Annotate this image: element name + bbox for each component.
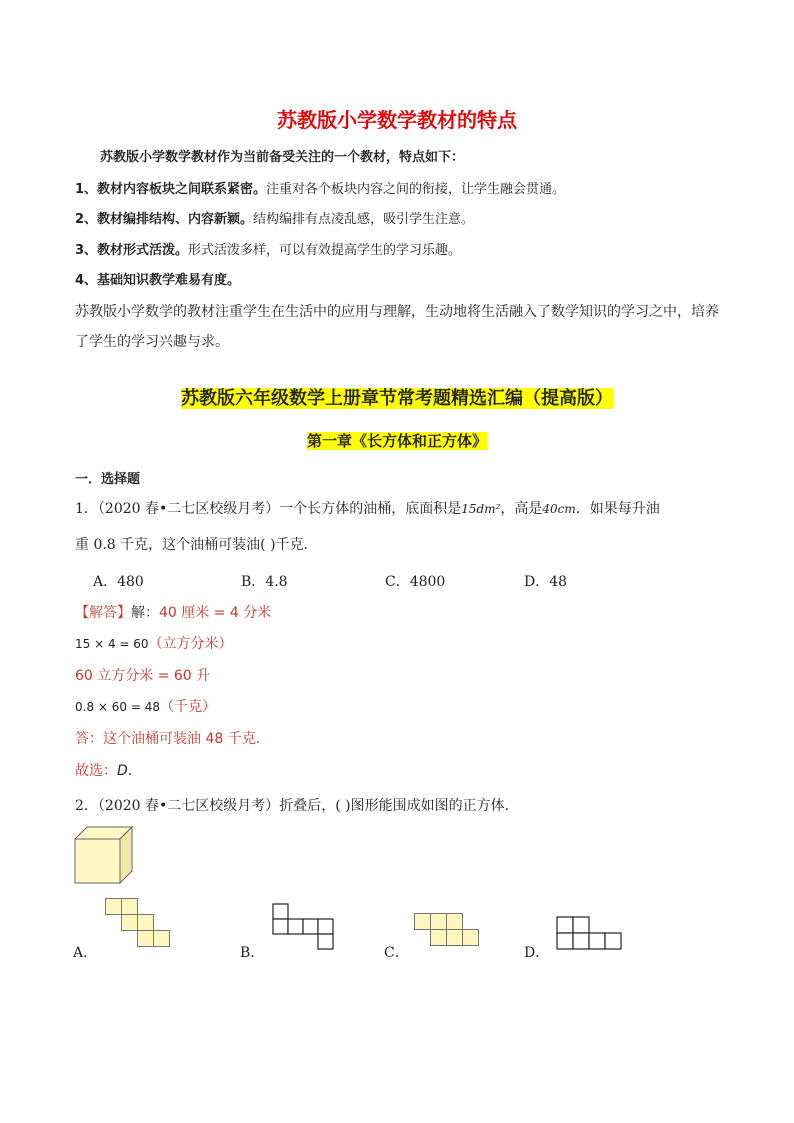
point-1-heading: 1、教材内容板块之间联系紧密。 [75,182,267,197]
point-2-text: 结构编排有点凌乱感，吸引学生注意。 [253,212,475,227]
conclusion-b: 千克． [223,731,270,747]
net-b-cell [318,934,333,949]
answer-line1-a: 解： [131,605,159,621]
choice-c: ． [127,763,142,779]
net-c-cell [447,914,463,930]
intro-lead: 苏教版小学数学教材作为当前备受关注的一个教材，特点如下： [100,150,465,165]
choice-b: D [117,763,128,779]
q1-answer-line4 [75,696,216,716]
q2-label-a: A． [73,945,98,961]
net-b-cell [273,919,288,934]
net-c-cell [415,914,431,930]
intro-closing-line2: 了学生的学习兴趣与求。 [75,334,229,350]
intro-closing-line1: 苏教版小学数学的教材注重学生在生活中的应用与理解，生动地将生活融入了数学知识的学习之中，培养 [75,304,719,320]
q1-option-c: C．4800 [385,574,446,590]
point-1-text: 注重对各个板块内容之间的衔接，让学生融会贯通。 [266,182,566,197]
net-c-cell [431,930,447,946]
q1-line1 [75,498,660,518]
q1-line1-c: ．如果每升油 [575,501,660,517]
conclusion-a: 答：这个油桶可装油 [75,731,206,747]
answer-line4-a: 0.8 × 60 = 48 [75,700,160,714]
q1-area: 15dm² [461,502,501,516]
cube-figure [74,826,134,884]
chapter-title-text: 第一章《长方体和正方体》 [306,432,487,450]
net-d-cell [573,917,589,933]
answer-tag: 【解答】 [75,605,131,621]
net-b [272,903,342,951]
point-2-heading: 2、教材编排结构、内容新颖。 [75,212,254,227]
net-c-cell [463,930,479,946]
conclusion-num: 48 [205,731,224,747]
point-3-text: 形式活泼多样，可以有效提高学生的学习乐趣。 [188,243,462,258]
answer-line2-a: 15 × 4 = 60 [75,637,149,651]
net-a-cell [122,915,138,931]
net-a [105,898,173,950]
answer-line3-a: 60 立方分米 = 60 升 [75,668,211,684]
q1-choice [75,760,142,780]
q1-option-d: D．48 [524,574,568,590]
point-1 [75,178,565,197]
compilation-title [0,384,794,410]
q1-answer-line1 [75,602,271,622]
net-c-cell [431,914,447,930]
net-b-cell [303,919,318,934]
answer-line4-b: （千克） [160,699,216,715]
q1-option-a: A．480 [93,574,144,590]
q1-height: 40cm [542,502,576,516]
net-a-cell [122,899,138,915]
point-4-heading: 4、基础知识教学难易有度。 [75,273,241,288]
point-3-heading: 3、教材形式活泼。 [75,243,189,258]
point-4 [75,269,240,288]
q1-conclusion [75,728,270,748]
net-d-cell [557,933,573,949]
q2-stem: 2．（2020 春•二七区校级月考）折叠后，( )图形能围成如图的正方体． [75,798,519,814]
q1-line1-a: 1．（2020 春•二七区校级月考）一个长方体的油桶，底面积是 [75,501,462,517]
q2-label-d: D． [524,945,550,961]
net-d-cell [605,933,621,949]
net-a-cell [154,931,170,947]
doc-title: 苏教版小学数学教材的特点 [277,108,517,132]
section-heading: 一．选择题 [75,472,141,487]
cube-front-face [75,839,120,883]
answer-line1-b: 40 厘米 = 4 分米 [159,605,272,621]
q1-answer-line3 [75,665,210,685]
net-b-cell [288,919,303,934]
net-b-cell [318,919,333,934]
net-c-cell [447,930,463,946]
net-a-cell [138,931,154,947]
q1-option-b: B．4.8 [241,574,288,590]
q2-label-c: C． [384,945,409,961]
net-c [414,913,484,951]
q2-label-b: B． [240,945,265,961]
compilation-title-text: 苏教版六年级数学上册章节常考题精选汇编（提高版） [181,388,613,409]
net-b-cell [273,904,288,919]
point-3 [75,239,461,258]
net-d [556,916,626,952]
answer-line2-b: （立方分米） [148,636,233,652]
net-d-cell [557,917,573,933]
net-a-cell [138,915,154,931]
q1-answer-line2 [75,633,233,653]
net-d-cell [573,933,589,949]
chapter-title [0,430,794,451]
net-a-cell [106,899,122,915]
point-2 [75,208,474,227]
net-d-cell [589,933,605,949]
q1-line2: 重 0.8 千克，这个油桶可装油( )千克． [75,537,318,553]
q1-line1-b: ，高是 [500,501,543,517]
choice-a: 故选： [75,763,117,779]
